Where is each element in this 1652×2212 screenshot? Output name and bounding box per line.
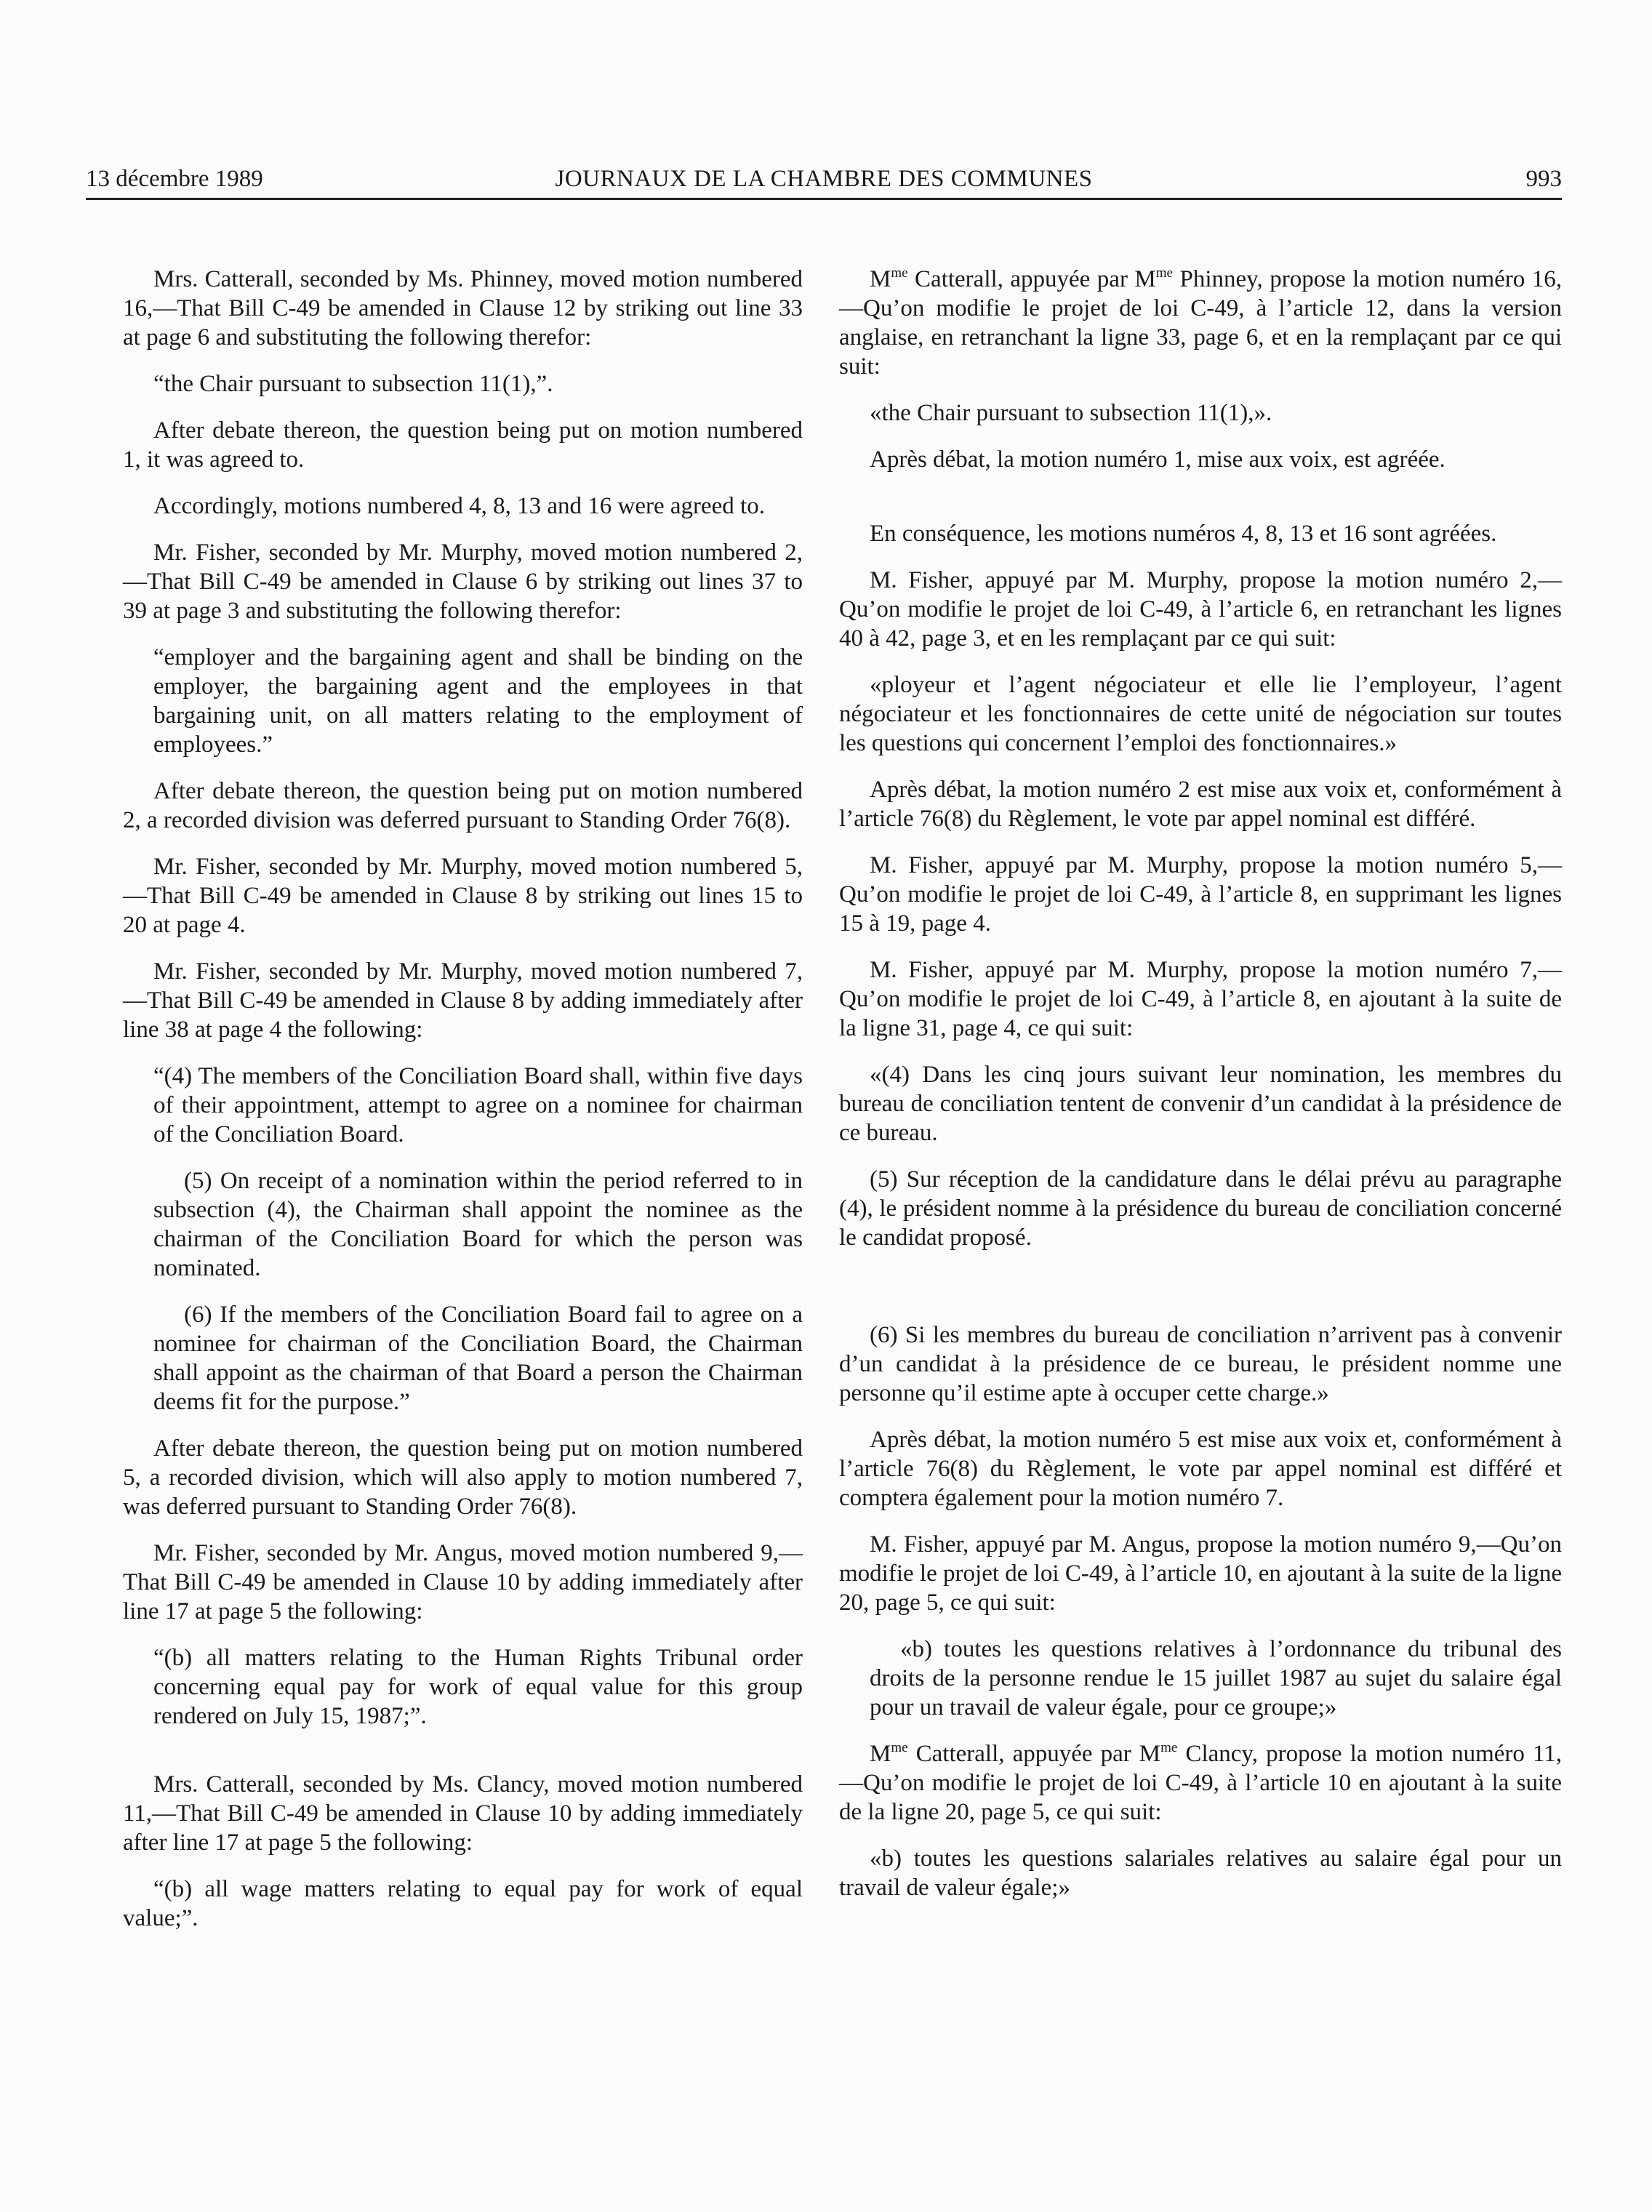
fr-motion-11: $M^{me}$ Catterall, appuyée par $M^{me}$ Clancy, propose la motion numéro 11,—Qu’on modifie le projet de loi C-49, à l’article 10 en ajoutant à la suite de la ligne 20, page 5, ce qui suit: (839, 1740, 1562, 1825)
en-quote-7-part-5: (5) On receipt of a nomination within the period referred to in subsection (4), the Chairman shall appoint the nominee as the chairman of the Conciliation Board for which the person was nominated. (153, 1168, 803, 1281)
en-quote-9: “(b) all matters relating to the Human Rights Tribunal order concerning equal pay for work of equal value for this group rendered on July 15, 1987;”. (153, 1645, 803, 1729)
fr-motion-9: M. Fisher, appuyé par M. Angus, propose la motion numéro 9,—Qu’on modifie le projet de loi C-49, à l’article 10, en ajoutant à la suite de la ligne 20, page 5, ce qui suit: (839, 1531, 1562, 1616)
fr-result-motion-2: Après débat, la motion numéro 2 est mise aux voix et, conformément à l’article 76(8) du Règlement, le vote par appel nominal est différé. (839, 777, 1562, 832)
fr-accordingly: En conséquence, les motions numéros 4, 8, 13 et 16 sont agréées. (870, 521, 1497, 547)
en-motion-16: Mrs. Catterall, seconded by Ms. Phinney, moved motion numbered 16,—That Bill C-49 be amended in Clause 12 by striking out line 33 at page 6 and substituting the following therefor: (123, 266, 803, 350)
fr-motion-7: M. Fisher, appuyé par M. Murphy, propose la motion numéro 7,—Qu’on modifie le projet de loi C-49, à l’article 8, en ajoutant à la suite de la ligne 31, page 4, ce qui suit: (839, 957, 1562, 1041)
spacer (839, 1270, 1562, 1321)
running-header (86, 163, 1562, 200)
french-column (839, 265, 1562, 1920)
en-quote-7-part-6: (6) If the members of the Conciliation Board fail to agree on a nominee for chairman of the Conciliation Board, the Chairman shall appoint as the chairman of that Board a person the Chairman deems fit for the purpose.” (153, 1302, 803, 1415)
en-quote-16: “the Chair pursuant to subsection 11(1),”. (153, 371, 553, 397)
fr-quote-9: «b) toutes les questions relatives à l’ordonnance du tribunal des droits de la personne rendue le 15 juillet 1987 au sujet du salaire égal pour un travail de valeur égale, pour ce groupe;» (870, 1636, 1562, 1720)
fr-result-motion-1: Après débat, la motion numéro 1, mise aux voix, est agréée. (870, 446, 1446, 473)
en-motion-5: Mr. Fisher, seconded by Mr. Murphy, moved motion numbered 5,—That Bill C-49 be amended in Clause 8 by striking out lines 15 to 20 at page 4. (123, 854, 803, 938)
en-motion-2: Mr. Fisher, seconded by Mr. Murphy, moved motion numbered 2,—That Bill C-49 be amended in Clause 6 by striking out lines 37 to 39 at page 3 and substituting the following therefor: (123, 540, 803, 624)
fr-quote-16: «the Chair pursuant to subsection 11(1),». (870, 400, 1272, 426)
fr-motion-5: M. Fisher, appuyé par M. Murphy, propose la motion numéro 5,—Qu’on modifie le projet de loi C-49, à l’article 8, en supprimant les lignes 15 à 19, page 4. (839, 852, 1562, 937)
page-number: 993 (1525, 166, 1562, 192)
en-motion-7: Mr. Fisher, seconded by Mr. Murphy, moved motion numbered 7,—That Bill C-49 be amended in Clause 8 by adding immediately after line 38 at page 4 the following: (123, 958, 803, 1043)
fr-result-motion-5: Après débat, la motion numéro 5 est mise aux voix et, conformément à l’article 76(8) du Règlement, le vote par appel nominal est différé et comptera également pour la motion numéro 7. (839, 1427, 1562, 1511)
en-quote-2: “employer and the bargaining agent and shall be binding on the employer, the bargaining agent and the employees in that bargaining unit, on all matters relating to the employment of employees.” (153, 644, 803, 758)
journal-title: JOURNAUX DE LA CHAMBRE DES COMMUNES (555, 166, 1093, 192)
fr-quote-7-part-5: (5) Sur réception de la candidature dans le délai prévu au paragraphe (4), le président nomme à la présidence du bureau de conciliation concerné le candidat proposé. (839, 1166, 1562, 1251)
spacer (839, 492, 1562, 519)
en-motion-11: Mrs. Catterall, seconded by Ms. Clancy, moved motion numbered 11,—That Bill C-49 be amended in Clause 10 by adding immediately after line 17 at page 5 the following: (123, 1771, 803, 1856)
en-accordingly: Accordingly, motions numbered 4, 8, 13 and 16 were agreed to. (153, 493, 765, 519)
fr-motion-2: M. Fisher, appuyé par M. Murphy, propose la motion numéro 2,—Qu’on modifie le projet de loi C-49, à l’article 6, en retranchant les lignes 40 à 42, page 3, et en les remplaçant par ce qui suit: (839, 567, 1562, 652)
fr-quote-2: «ployeur et l’agent négociateur et elle lie l’employeur, l’agent négociateur et les fonctionnaires de cette unité de négociation sur toutes les questions qui concernent l’emploi des fonctionnaires.» (839, 672, 1562, 756)
en-quote-11: “(b) all wage matters relating to equal pay for work of equal value;”. (123, 1876, 803, 1931)
en-result-motion-1: After debate thereon, the question being put on motion numbered 1, it was agreed to. (123, 417, 803, 473)
en-result-motion-5: After debate thereon, the question being put on motion numbered 5, a recorded division, which will also apply to motion numbered 7, was deferred pursuant to Standing Order 76(8). (123, 1435, 803, 1520)
header-date: 13 décembre 1989 (86, 166, 263, 192)
spacer (123, 1748, 803, 1770)
fr-quote-11: «b) toutes les questions salariales relatives au salaire égal pour un travail de valeur égale;» (839, 1846, 1562, 1901)
fr-quote-7-part-6: (6) Si les membres du bureau de conciliation n’arrivent pas à convenir d’un candidat à la présidence de ce bureau, le président nomme une personne qu’il estime apte à occuper cette charge.» (839, 1322, 1562, 1406)
english-column (123, 265, 803, 1950)
fr-motion-16: $M^{me}$ Catterall, appuyée par $M^{me}$ Phinney, propose la motion numéro 16,—Qu’on modifie le projet de loi C-49, à l’article 12, dans la version anglaise, en retranchant la ligne 33, page 6, et en la remplaçant par ce qui suit: (839, 265, 1562, 380)
fr-quote-7-part-4: «(4) Dans les cinq jours suivant leur nomination, les membres du bureau de conciliation tentent de convenir d’un candidat à la présidence de ce bureau. (839, 1062, 1562, 1146)
en-motion-9: Mr. Fisher, seconded by Mr. Angus, moved motion numbered 9,—That Bill C-49 be amended in Clause 10 by adding immediately after line 17 at page 5 the following: (123, 1540, 803, 1624)
en-quote-7-part-4: “(4) The members of the Conciliation Board shall, within five days of their appointment, attempt to agree on a nominee for chairman of the Conciliation Board. (153, 1063, 803, 1147)
en-result-motion-2: After debate thereon, the question being put on motion numbered 2, a recorded division was deferred pursuant to Standing Order 76(8). (123, 778, 803, 833)
